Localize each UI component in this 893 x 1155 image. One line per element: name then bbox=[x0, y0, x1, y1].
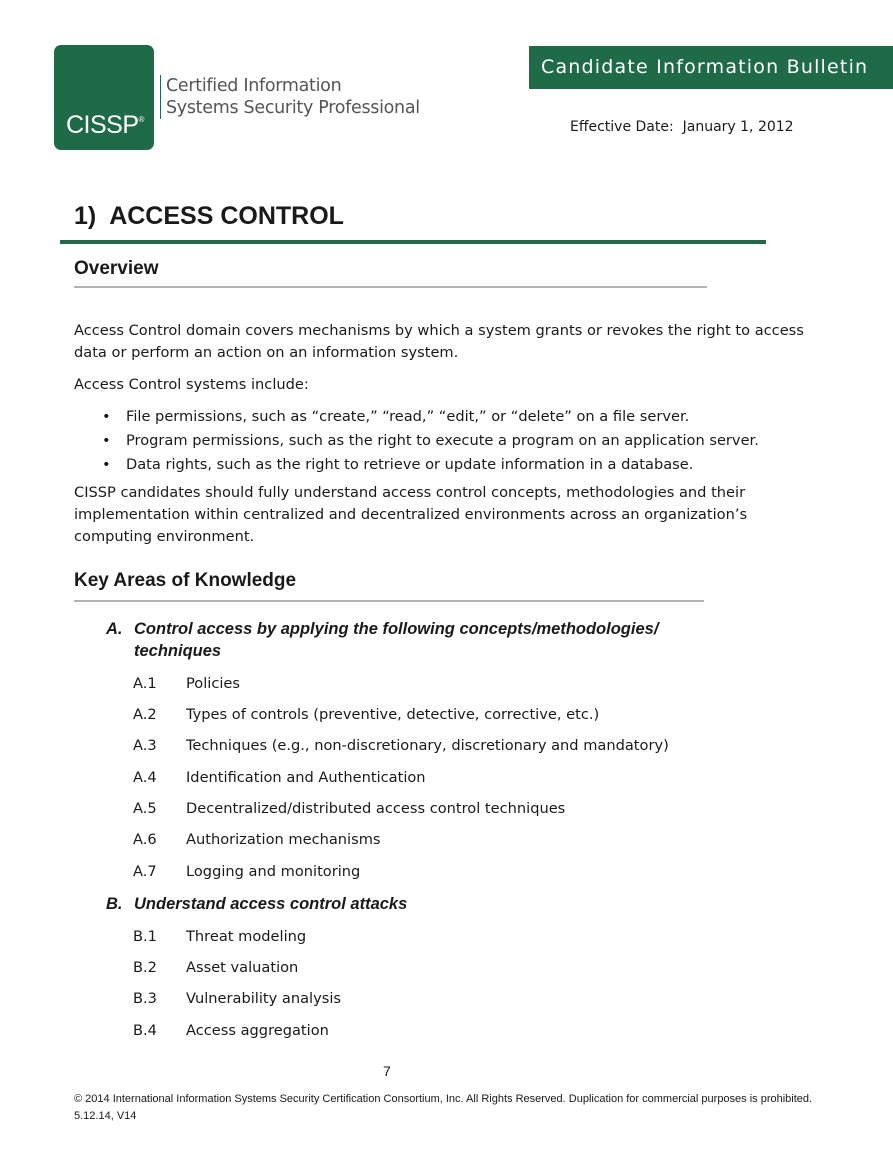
key-areas-divider bbox=[74, 600, 704, 602]
item-text: Identification and Authentication bbox=[186, 769, 426, 786]
item-text: Access aggregation bbox=[186, 1022, 329, 1039]
bullet-icon: • bbox=[102, 456, 111, 473]
key-area-item bbox=[133, 958, 298, 978]
section-title: 1) ACCESS CONTROL bbox=[74, 202, 344, 230]
overview-paragraph-1: Access Control domain covers mechanisms by which a system grants or revokes the right to access data or perform an action on an information system. bbox=[74, 322, 804, 361]
key-area-item bbox=[133, 705, 599, 725]
item-code: A.1 bbox=[133, 675, 157, 692]
item-text: Authorization mechanisms bbox=[186, 831, 381, 848]
item-code: A.4 bbox=[133, 769, 157, 786]
key-area-letter: A. bbox=[106, 620, 123, 638]
list-item bbox=[74, 405, 759, 429]
key-areas-heading: Key Areas of Knowledge bbox=[74, 570, 297, 591]
section-divider bbox=[60, 240, 766, 244]
item-text: Techniques (e.g., non-discretionary, discretionary and mandatory) bbox=[186, 737, 669, 754]
list-item-text: Data rights, such as the right to retrieve or update information in a database. bbox=[126, 456, 694, 473]
key-area-title: Control access by applying the following concepts/methodologies/ techniques bbox=[134, 620, 659, 660]
key-area-letter: B. bbox=[106, 895, 123, 913]
key-area-a-heading bbox=[106, 618, 734, 662]
item-text: Vulnerability analysis bbox=[186, 990, 341, 1007]
item-code: B.4 bbox=[133, 1022, 157, 1039]
overview-paragraph-2: Access Control systems include: bbox=[74, 376, 309, 393]
key-area-item bbox=[133, 799, 565, 819]
bulletin-banner: Candidate Information Bulletin bbox=[529, 46, 893, 89]
item-text: Logging and monitoring bbox=[186, 863, 361, 880]
bullet-icon: • bbox=[102, 432, 111, 449]
key-area-item bbox=[133, 768, 426, 788]
access-control-systems-list bbox=[74, 405, 759, 477]
item-code: A.2 bbox=[133, 706, 157, 723]
bullet-icon: • bbox=[102, 408, 111, 425]
key-area-b-heading bbox=[106, 893, 734, 915]
key-area-item bbox=[133, 736, 669, 756]
overview-paragraph-3: CISSP candidates should fully understand access control concepts, methodologies and their implementation within centralized and decentralized environments across an organization’s computing environment. bbox=[74, 484, 748, 545]
item-code: A.6 bbox=[133, 831, 157, 848]
key-area-item bbox=[133, 862, 360, 882]
logo-divider bbox=[160, 75, 161, 119]
item-text: Policies bbox=[186, 675, 240, 692]
item-text: Decentralized/distributed access control techniques bbox=[186, 800, 566, 817]
item-code: B.3 bbox=[133, 990, 157, 1007]
logo-subtitle bbox=[166, 75, 420, 119]
list-item-text: Program permissions, such as the right to execute a program on an application server. bbox=[126, 432, 759, 449]
item-text: Types of controls (preventive, detective, corrective, etc.) bbox=[186, 706, 600, 723]
key-area-item bbox=[133, 1021, 329, 1041]
item-code: A.5 bbox=[133, 800, 157, 817]
logo-subtitle-line2: Systems Security Professional bbox=[166, 98, 420, 118]
item-code: A.3 bbox=[133, 737, 157, 754]
logo-text: CISSP® bbox=[66, 111, 144, 139]
copyright-footer: © 2014 International Information Systems Security Certification Consortium, Inc. All Rights Reserved. Duplication for commercial purposes is prohibited. 5.12.14, V14 bbox=[74, 1093, 813, 1122]
key-area-item bbox=[133, 830, 381, 850]
list-item bbox=[74, 453, 759, 477]
item-text: Asset valuation bbox=[186, 959, 299, 976]
list-item-text: File permissions, such as “create,” “read,” “edit,” or “delete” on a file server. bbox=[126, 408, 690, 425]
key-area-title: Understand access control attacks bbox=[134, 895, 408, 913]
logo-subtitle-line1: Certified Information bbox=[166, 76, 342, 96]
item-text: Threat modeling bbox=[186, 928, 307, 945]
item-code: A.7 bbox=[133, 863, 157, 880]
item-code: B.2 bbox=[133, 959, 157, 976]
item-code: B.1 bbox=[133, 928, 157, 945]
effective-date: Effective Date: January 1, 2012 bbox=[570, 119, 794, 135]
list-item bbox=[74, 429, 759, 453]
overview-divider bbox=[74, 286, 707, 288]
key-area-item bbox=[133, 674, 240, 694]
key-area-item bbox=[133, 927, 306, 947]
cissp-logo bbox=[54, 45, 154, 150]
page-number: 7 bbox=[383, 1063, 391, 1079]
key-area-item bbox=[133, 989, 341, 1009]
overview-heading: Overview bbox=[74, 258, 159, 279]
